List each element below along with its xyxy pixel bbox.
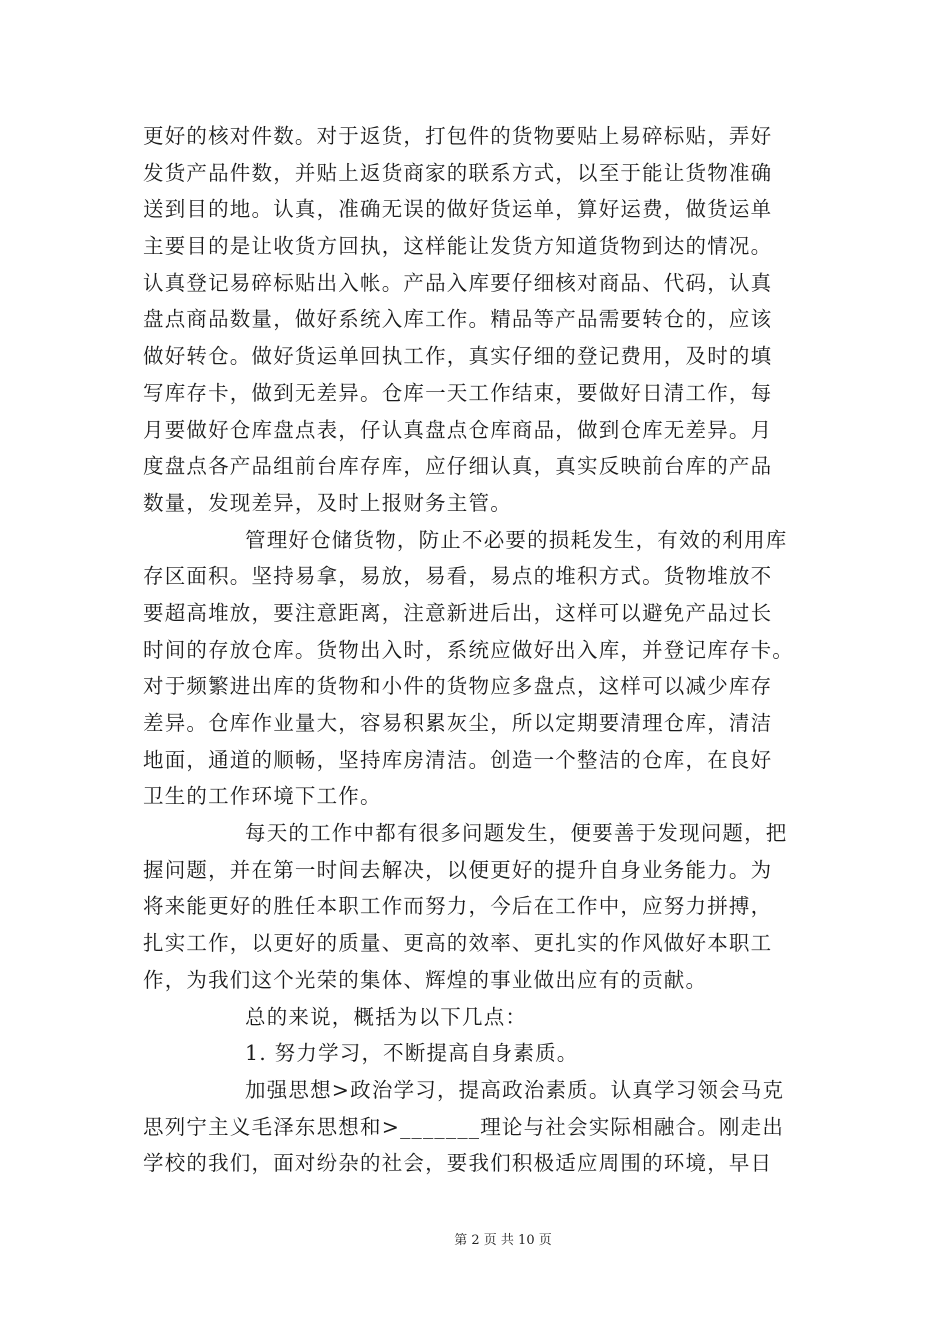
text-line: 学校的我们，面对纷杂的社会，要我们积极适应周围的环境，早日	[143, 1151, 773, 1176]
paragraph-start-line: 总的来说，概括为以下几点：	[245, 1004, 528, 1029]
text-line: 差异。仓库作业量大，容易积累灰尘，所以定期要清理仓库，清洁	[143, 711, 773, 735]
text-line: 发货产品件数，并贴上返货商家的联系方式，以至于能让货物准确	[143, 160, 773, 185]
paragraph-start-line: 管理好仓储货物，防止不必要的损耗发生，有效的利用库	[245, 527, 788, 552]
text-line: 卫生的工作环境下工作。	[143, 784, 382, 809]
text-line: 认真登记易碎标贴出入帐。产品入库要仔细核对商品、代码，认真	[143, 270, 773, 295]
text-line: 存区面积。坚持易拿，易放，易看，易点的堆积方式。货物堆放不	[143, 564, 773, 589]
text-line: 月要做好仓库盘点表，仔认真盘点仓库商品，做到仓库无差异。月	[143, 417, 773, 442]
text-line: 写库存卡，做到无差异。仓库一天工作结束，要做好日清工作，每	[143, 380, 773, 405]
text-line: 要超高堆放，要注意距离，注意新进后出，这样可以避免产品过长	[143, 600, 773, 625]
text-line: 地面，通道的顺畅，坚持库房清洁。创造一个整洁的仓库，在良好	[143, 747, 773, 772]
paragraph-start-line: 加强思想>政治学习，提高政治素质。认真学习领会马克	[245, 1077, 785, 1102]
text-line: 送到目的地。认真，准确无误的做好货运单，算好运费，做货运单	[143, 197, 773, 222]
paragraph-start-line: 每天的工作中都有很多问题发生，便要善于发现问题，把	[245, 821, 788, 846]
text-line: 盘点商品数量，做好系统入库工作。精品等产品需要转仓的，应该	[143, 307, 773, 332]
text-line: 扎实工作，以更好的质量、更高的效率、更扎实的作风做好本职工	[143, 931, 773, 956]
text-line: 作，为我们这个光荣的集体、辉煌的事业做出应有的贡献。	[143, 967, 708, 992]
text-line: 时间的存放仓库。货物出入时，系统应做好出入库，并登记库存卡。	[143, 637, 794, 662]
body-text	[143, 118, 813, 1182]
text-line: 做好转仓。做好货运单回执工作，真实仔细的登记费用，及时的填	[143, 344, 773, 369]
text-line: 将来能更好的胜任本职工作而努力，今后在工作中，应努力拼搏，	[143, 894, 773, 919]
text-line: 更好的核对件数。对于返货，打包件的货物要贴上易碎标贴，弄好	[143, 124, 773, 148]
text-line: 对于频繁进出库的货物和小件的货物应多盘点，这样可以减少库存	[143, 674, 773, 699]
page-number-footer: 第 2 页 共 10 页	[454, 1233, 552, 1248]
list-item-heading: 1. 努力学习，不断提高自身素质。	[245, 1041, 579, 1066]
text-line: 度盘点各产品组前台库存库，应仔细认真，真实反映前台库的产品	[143, 454, 773, 479]
text-line: 数量，发现差异，及时上报财务主管。	[143, 490, 512, 515]
text-line: 主要目的是让收货方回执，这样能让发货方知道货物到达的情况。	[143, 234, 773, 259]
text-line: 握问题，并在第一时间去解决，以便更好的提升自身业务能力。为	[143, 857, 773, 882]
text-line: 思列宁主义毛泽东思想和>_______理论与社会实际相融合。刚走出	[143, 1114, 785, 1139]
